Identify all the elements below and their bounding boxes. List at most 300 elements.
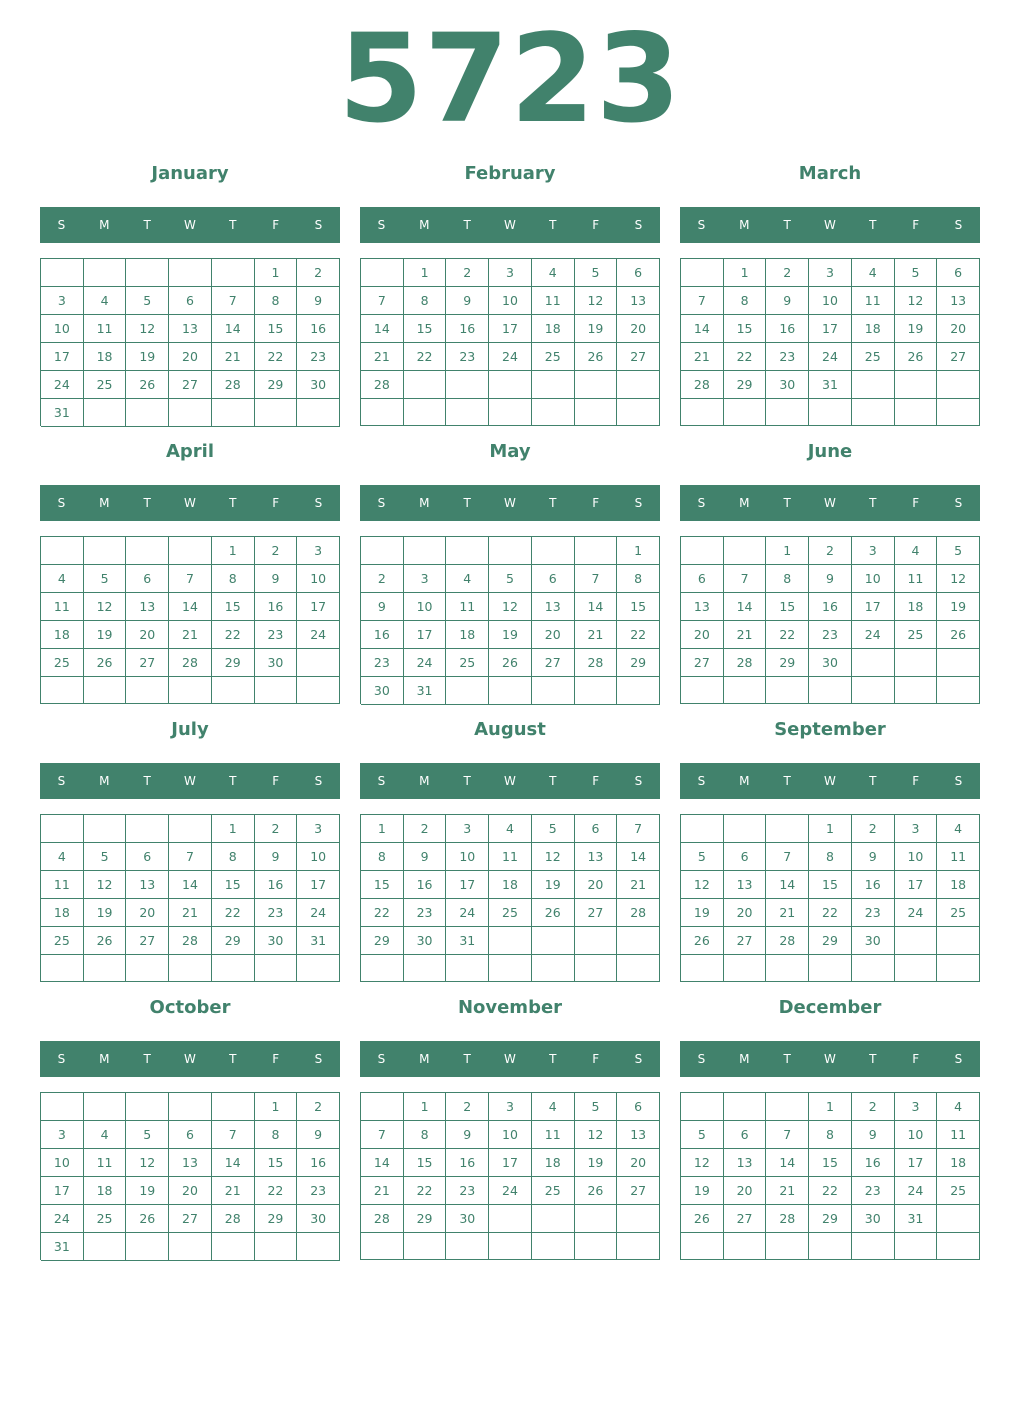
day-cell: 18 [937, 871, 980, 899]
day-cell: 15 [212, 593, 255, 621]
day-cell: 12 [126, 315, 169, 343]
day-cell [446, 955, 489, 982]
day-cell: 23 [446, 343, 489, 371]
day-cell [255, 399, 298, 427]
day-cell: 2 [297, 259, 340, 287]
day-cell: 18 [895, 593, 938, 621]
day-cell: 29 [212, 649, 255, 677]
day-cell [575, 537, 618, 565]
day-cell: 16 [446, 1149, 489, 1177]
day-cell: 2 [255, 537, 298, 565]
day-cell [255, 1233, 298, 1261]
day-cell: 24 [895, 1177, 938, 1205]
day-cell [895, 399, 938, 426]
day-cell: 6 [724, 1121, 767, 1149]
day-cell: 30 [255, 649, 298, 677]
day-cell: 28 [169, 649, 212, 677]
day-cell: 24 [404, 649, 447, 677]
day-cell: 22 [212, 621, 255, 649]
day-cell: 31 [41, 399, 84, 427]
weekday-header: S [57, 496, 66, 510]
weekday-header: S [634, 774, 643, 788]
day-cell: 18 [532, 315, 575, 343]
day-cell: 25 [41, 649, 84, 677]
day-cell: 18 [41, 899, 84, 927]
day-cell: 24 [297, 899, 340, 927]
day-cell [766, 815, 809, 843]
day-cell: 9 [446, 287, 489, 315]
day-cell [489, 955, 532, 982]
day-cell: 23 [404, 899, 447, 927]
day-cell: 2 [297, 1093, 340, 1121]
day-cell: 17 [809, 315, 852, 343]
day-cell: 22 [809, 1177, 852, 1205]
day-cell: 18 [41, 621, 84, 649]
weekday-header: T [229, 496, 237, 510]
day-cell: 19 [84, 621, 127, 649]
day-cell: 17 [41, 343, 84, 371]
day-cell: 7 [575, 565, 618, 593]
weekday-header: M [99, 774, 110, 788]
day-cell [617, 371, 660, 399]
day-cell: 13 [532, 593, 575, 621]
day-cell: 21 [212, 343, 255, 371]
day-cell: 30 [766, 371, 809, 399]
day-cell: 5 [489, 565, 532, 593]
day-cell: 1 [617, 537, 660, 565]
weekday-header: W [824, 774, 836, 788]
day-cell: 16 [404, 871, 447, 899]
weekday-header: T [549, 218, 557, 232]
day-cell: 20 [724, 899, 767, 927]
day-cell: 23 [852, 1177, 895, 1205]
month-name: March [798, 163, 862, 184]
day-cell [84, 1233, 127, 1261]
day-cell: 21 [169, 621, 212, 649]
weekday-header: W [504, 218, 516, 232]
day-cell: 2 [361, 565, 404, 593]
day-cell: 5 [895, 259, 938, 287]
day-cell: 28 [361, 1205, 404, 1233]
day-cell: 7 [617, 815, 660, 843]
day-cell: 2 [852, 815, 895, 843]
day-cell: 28 [575, 649, 618, 677]
day-cell [84, 399, 127, 427]
day-cell: 24 [41, 371, 84, 399]
weekday-header: W [504, 496, 516, 510]
month-name: May [489, 441, 531, 462]
month-name: September [774, 719, 886, 740]
day-cell: 20 [169, 1177, 212, 1205]
weekday-header: S [697, 1052, 706, 1066]
day-cell: 1 [212, 537, 255, 565]
weekday-header: S [954, 1052, 963, 1066]
day-cell: 20 [681, 621, 724, 649]
day-cell: 13 [681, 593, 724, 621]
day-cell: 10 [297, 843, 340, 871]
day-cell: 15 [766, 593, 809, 621]
day-cell: 22 [255, 343, 298, 371]
day-cell: 2 [766, 259, 809, 287]
day-cell: 12 [575, 287, 618, 315]
day-cell: 6 [126, 565, 169, 593]
day-cell [126, 1093, 169, 1121]
weekday-header: W [184, 496, 196, 510]
day-cell [489, 677, 532, 705]
day-cell [617, 1205, 660, 1233]
day-cell: 6 [532, 565, 575, 593]
day-cell [852, 399, 895, 426]
day-cell [617, 1233, 660, 1260]
weekday-header: W [504, 1052, 516, 1066]
day-cell: 26 [681, 1205, 724, 1233]
day-cell: 26 [489, 649, 532, 677]
weekday-header: T [869, 774, 877, 788]
day-cell: 20 [937, 315, 980, 343]
day-cell [809, 399, 852, 426]
day-cell: 25 [532, 343, 575, 371]
day-cell [297, 677, 340, 704]
day-cell: 24 [41, 1205, 84, 1233]
day-cell: 26 [126, 1205, 169, 1233]
day-cell [404, 1233, 447, 1260]
day-cell: 14 [212, 1149, 255, 1177]
day-cell: 5 [681, 843, 724, 871]
day-cell [852, 1233, 895, 1260]
day-cell: 25 [84, 371, 127, 399]
day-grid [360, 536, 660, 704]
day-cell [937, 1205, 980, 1233]
month-name: October [149, 997, 231, 1018]
day-cell: 25 [937, 899, 980, 927]
day-cell: 10 [41, 1149, 84, 1177]
day-cell [724, 399, 767, 426]
day-cell: 11 [937, 843, 980, 871]
day-cell [84, 815, 127, 843]
day-cell: 14 [169, 871, 212, 899]
day-cell: 13 [617, 1121, 660, 1149]
day-cell: 8 [255, 1121, 298, 1149]
day-cell [446, 677, 489, 705]
weekday-header: F [592, 774, 600, 788]
day-cell [937, 927, 980, 955]
day-cell: 15 [724, 315, 767, 343]
day-cell: 27 [169, 1205, 212, 1233]
day-cell: 2 [809, 537, 852, 565]
day-cell: 23 [297, 1177, 340, 1205]
day-cell: 7 [724, 565, 767, 593]
day-cell [212, 399, 255, 427]
day-cell: 15 [404, 1149, 447, 1177]
day-cell: 12 [84, 871, 127, 899]
day-grid [360, 258, 660, 426]
weekday-header: S [697, 218, 706, 232]
day-cell: 24 [895, 899, 938, 927]
weekday-header-bar [360, 1041, 660, 1077]
day-cell: 19 [489, 621, 532, 649]
day-cell: 23 [297, 343, 340, 371]
day-cell: 23 [255, 899, 298, 927]
day-cell [895, 927, 938, 955]
weekday-header-bar [360, 763, 660, 799]
day-cell: 11 [852, 287, 895, 315]
day-cell: 4 [937, 815, 980, 843]
weekday-header: S [634, 218, 643, 232]
weekday-header: M [419, 496, 430, 510]
day-cell: 11 [937, 1121, 980, 1149]
day-cell: 20 [575, 871, 618, 899]
day-cell: 4 [84, 1121, 127, 1149]
day-cell: 6 [617, 1093, 660, 1121]
day-cell: 15 [404, 315, 447, 343]
weekday-header-bar [40, 1041, 340, 1077]
weekday-header: T [143, 1052, 151, 1066]
day-cell: 25 [446, 649, 489, 677]
day-cell: 5 [84, 843, 127, 871]
weekday-header-bar [680, 1041, 980, 1077]
day-cell: 6 [681, 565, 724, 593]
day-cell [212, 677, 255, 704]
day-cell [895, 649, 938, 677]
day-cell: 19 [575, 315, 618, 343]
day-cell: 23 [766, 343, 809, 371]
weekday-header: S [377, 774, 386, 788]
day-cell [361, 1233, 404, 1260]
weekday-header: F [912, 1052, 920, 1066]
day-cell [84, 1093, 127, 1121]
day-cell: 19 [681, 1177, 724, 1205]
day-cell: 26 [937, 621, 980, 649]
day-cell [681, 1233, 724, 1260]
day-cell: 3 [446, 815, 489, 843]
day-cell [169, 677, 212, 704]
day-cell: 3 [809, 259, 852, 287]
day-cell [809, 955, 852, 982]
day-cell: 4 [895, 537, 938, 565]
day-cell [681, 537, 724, 565]
day-cell [532, 955, 575, 982]
day-cell: 8 [809, 843, 852, 871]
day-cell [126, 1233, 169, 1261]
day-cell [809, 1233, 852, 1260]
day-grid [680, 814, 980, 982]
day-cell: 21 [766, 899, 809, 927]
day-cell: 9 [809, 565, 852, 593]
day-cell [937, 955, 980, 982]
day-cell [169, 815, 212, 843]
day-cell: 24 [446, 899, 489, 927]
day-cell [169, 1233, 212, 1261]
day-cell: 14 [724, 593, 767, 621]
day-grid [360, 814, 660, 982]
weekday-header: F [592, 496, 600, 510]
day-cell [84, 955, 127, 982]
day-cell [681, 259, 724, 287]
day-cell: 2 [852, 1093, 895, 1121]
weekday-header: S [377, 218, 386, 232]
day-cell: 9 [766, 287, 809, 315]
weekday-header: W [504, 774, 516, 788]
weekday-header: S [954, 496, 963, 510]
month-name: August [474, 719, 546, 740]
day-cell: 14 [169, 593, 212, 621]
day-cell [41, 815, 84, 843]
day-cell: 16 [361, 621, 404, 649]
day-cell: 7 [361, 1121, 404, 1149]
day-cell: 14 [766, 871, 809, 899]
day-cell [617, 927, 660, 955]
day-cell: 26 [84, 927, 127, 955]
day-cell: 8 [361, 843, 404, 871]
day-cell: 25 [852, 343, 895, 371]
day-cell: 22 [617, 621, 660, 649]
day-cell: 10 [489, 287, 532, 315]
day-cell [809, 677, 852, 704]
day-cell: 18 [489, 871, 532, 899]
weekday-header: F [272, 496, 280, 510]
day-cell: 19 [126, 343, 169, 371]
day-cell: 8 [255, 287, 298, 315]
weekday-header-bar [40, 485, 340, 521]
weekday-header: M [99, 1052, 110, 1066]
day-cell: 10 [809, 287, 852, 315]
weekday-header: S [634, 496, 643, 510]
day-cell [766, 677, 809, 704]
day-cell: 6 [575, 815, 618, 843]
day-cell: 6 [724, 843, 767, 871]
day-cell [489, 537, 532, 565]
day-cell: 6 [169, 287, 212, 315]
day-cell [84, 677, 127, 704]
day-cell: 29 [361, 927, 404, 955]
day-cell [297, 1233, 340, 1261]
day-cell [297, 955, 340, 982]
weekday-header: W [184, 218, 196, 232]
day-cell: 13 [724, 1149, 767, 1177]
day-cell: 12 [937, 565, 980, 593]
day-cell: 4 [41, 843, 84, 871]
day-cell: 19 [126, 1177, 169, 1205]
day-cell: 5 [937, 537, 980, 565]
day-cell: 17 [852, 593, 895, 621]
day-cell: 20 [126, 621, 169, 649]
weekday-header: S [954, 218, 963, 232]
day-cell: 5 [84, 565, 127, 593]
day-cell [532, 927, 575, 955]
weekday-header: F [912, 218, 920, 232]
day-cell [575, 1233, 618, 1260]
day-cell: 28 [766, 1205, 809, 1233]
day-cell: 21 [361, 343, 404, 371]
day-cell: 23 [361, 649, 404, 677]
day-cell [532, 371, 575, 399]
day-cell [361, 1093, 404, 1121]
day-cell [575, 1205, 618, 1233]
day-cell: 8 [724, 287, 767, 315]
day-cell: 21 [681, 343, 724, 371]
weekday-header: T [229, 1052, 237, 1066]
day-cell [446, 399, 489, 426]
day-cell: 3 [297, 815, 340, 843]
weekday-header: M [739, 218, 750, 232]
day-cell [766, 1093, 809, 1121]
day-cell: 14 [766, 1149, 809, 1177]
day-cell: 19 [84, 899, 127, 927]
day-cell: 11 [532, 1121, 575, 1149]
day-cell: 17 [895, 871, 938, 899]
day-cell: 12 [681, 871, 724, 899]
day-cell: 15 [255, 315, 298, 343]
day-cell: 30 [809, 649, 852, 677]
day-cell [361, 399, 404, 426]
day-cell [895, 1233, 938, 1260]
day-cell: 27 [575, 899, 618, 927]
day-cell: 1 [809, 1093, 852, 1121]
day-cell [937, 1233, 980, 1260]
weekday-header-bar [360, 485, 660, 521]
day-grid [40, 536, 340, 704]
day-cell: 1 [255, 259, 298, 287]
weekday-header: T [549, 496, 557, 510]
day-cell [724, 537, 767, 565]
day-cell: 8 [809, 1121, 852, 1149]
day-cell [255, 955, 298, 982]
day-cell [361, 955, 404, 982]
day-cell [937, 649, 980, 677]
day-cell [126, 537, 169, 565]
weekday-header: S [314, 218, 323, 232]
day-cell: 26 [575, 343, 618, 371]
day-cell: 1 [255, 1093, 298, 1121]
day-cell: 11 [41, 593, 84, 621]
day-cell [575, 927, 618, 955]
month-name: November [457, 997, 563, 1018]
day-cell: 24 [489, 1177, 532, 1205]
day-grid [680, 1092, 980, 1260]
day-cell: 3 [41, 1121, 84, 1149]
weekday-header: W [184, 1052, 196, 1066]
month-name: July [171, 719, 209, 740]
day-cell [41, 537, 84, 565]
day-cell: 17 [297, 593, 340, 621]
day-cell: 19 [937, 593, 980, 621]
weekday-header: S [954, 774, 963, 788]
day-cell: 18 [84, 1177, 127, 1205]
day-cell: 17 [489, 315, 532, 343]
day-cell: 21 [575, 621, 618, 649]
day-cell: 12 [532, 843, 575, 871]
day-cell [489, 1205, 532, 1233]
day-cell: 30 [852, 1205, 895, 1233]
day-cell: 4 [489, 815, 532, 843]
day-cell: 3 [852, 537, 895, 565]
day-cell: 3 [895, 1093, 938, 1121]
day-cell: 11 [84, 1149, 127, 1177]
day-cell: 27 [169, 371, 212, 399]
day-cell: 7 [766, 843, 809, 871]
day-cell: 26 [895, 343, 938, 371]
day-cell: 12 [681, 1149, 724, 1177]
weekday-header: T [463, 774, 471, 788]
day-cell: 4 [84, 287, 127, 315]
day-cell [724, 815, 767, 843]
day-cell [681, 399, 724, 426]
day-cell [681, 815, 724, 843]
day-cell: 2 [404, 815, 447, 843]
day-cell: 8 [404, 287, 447, 315]
day-cell: 18 [532, 1149, 575, 1177]
day-cell [126, 955, 169, 982]
